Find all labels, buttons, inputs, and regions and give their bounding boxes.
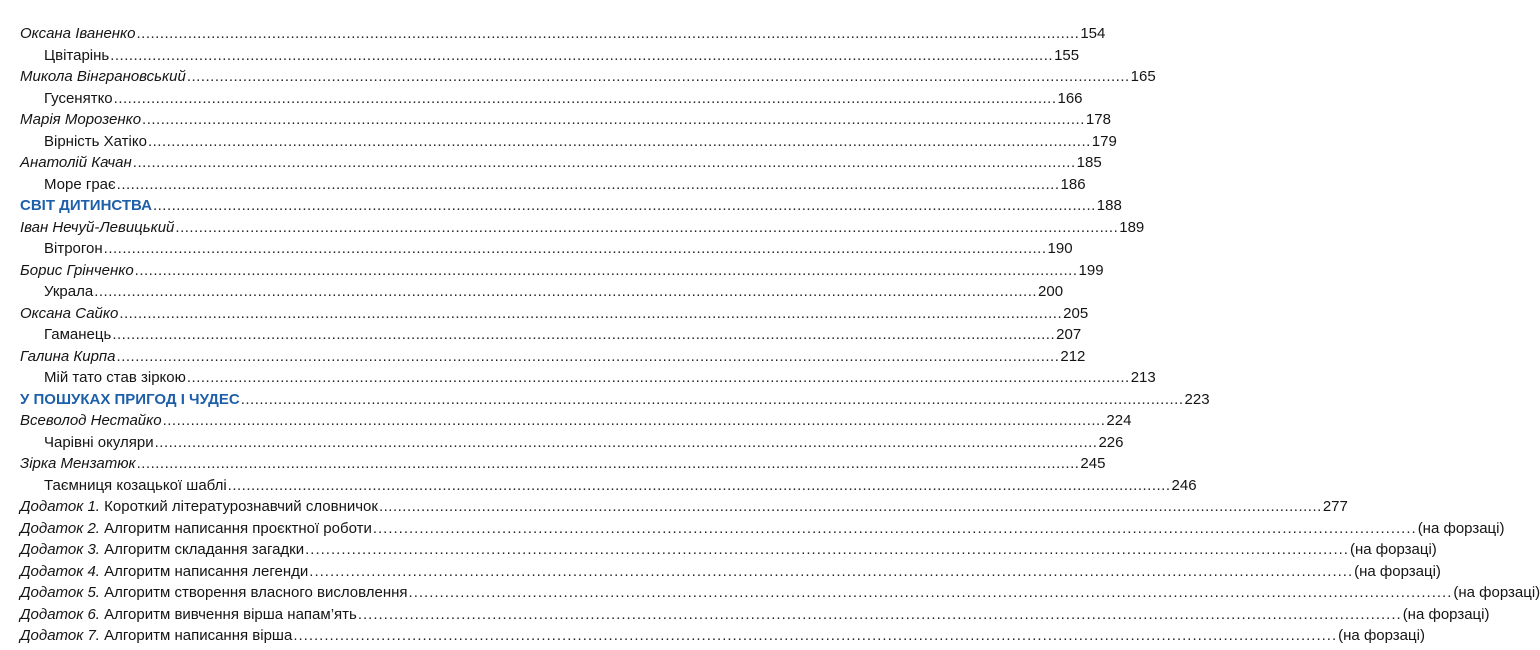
toc-entry-author[interactable] xyxy=(0,302,1089,323)
leader-dots xyxy=(132,154,1077,172)
author-name: Всеволод Нестайко xyxy=(20,412,162,429)
page-number: 277 xyxy=(1322,498,1348,515)
author-name: Оксана Сайко xyxy=(20,304,119,322)
leader-dots xyxy=(116,348,1061,366)
page-number: 199 xyxy=(1078,261,1104,279)
page-number: 212 xyxy=(1060,347,1086,365)
toc-section-heading[interactable] xyxy=(0,388,1210,409)
page-number: 188 xyxy=(1096,197,1122,214)
work-title: Гусенятко xyxy=(44,89,113,107)
leader-dots xyxy=(135,25,1080,43)
toc-entry-author[interactable] xyxy=(0,108,1111,129)
toc-entry-work[interactable] xyxy=(0,431,1124,452)
toc-entry-work[interactable] xyxy=(0,130,1117,151)
leader-dots xyxy=(147,133,1092,151)
toc-entry-author[interactable] xyxy=(0,22,1106,43)
work-title: Вітрогон xyxy=(44,240,103,257)
section-title: СВІТ ДИТИНСТВА xyxy=(20,197,152,214)
work-title: Море грає xyxy=(44,175,116,193)
author-name: Анатолій Качан xyxy=(20,154,132,171)
leader-dots xyxy=(103,240,1048,258)
leader-dots xyxy=(93,283,1038,301)
appendix-title: Короткий літературознавчий словничок xyxy=(104,498,378,515)
page-number: 179 xyxy=(1091,132,1117,150)
toc-entry-author[interactable] xyxy=(0,216,1145,237)
appendix-label: Додаток 2. xyxy=(20,519,100,537)
leader-dots xyxy=(186,369,1131,387)
appendix-label: Додаток 1. xyxy=(20,498,100,515)
page-number: 166 xyxy=(1057,89,1083,107)
work-title: Таємниця козацької шаблі xyxy=(44,476,227,494)
author-name: Оксана Іваненко xyxy=(20,25,136,42)
appendix-label: Додаток 7. xyxy=(20,627,100,644)
toc-entry-author[interactable] xyxy=(0,409,1132,430)
toc-appendix[interactable] xyxy=(0,517,1505,538)
leader-dots xyxy=(186,68,1131,86)
appendix-title: Алгоритм написання легенди xyxy=(104,562,309,580)
page-number: 246 xyxy=(1171,476,1197,494)
toc-appendix[interactable] xyxy=(0,560,1441,581)
page-number: 224 xyxy=(1106,412,1132,429)
author-name: Марія Морозенко xyxy=(20,111,142,128)
leader-dots xyxy=(304,541,1350,559)
leader-dots xyxy=(378,498,1323,516)
page-number: 223 xyxy=(1184,390,1210,408)
appendix-title: Алгоритм створення власного висловлення xyxy=(104,584,408,601)
work-title: Гаманець xyxy=(44,326,112,343)
page-number: 178 xyxy=(1085,111,1111,128)
appendix-title: Алгоритм вивчення вірша напам’ять xyxy=(104,605,357,623)
leader-dots xyxy=(109,47,1054,65)
page-number: 200 xyxy=(1038,283,1064,300)
author-name: Микола Вінграновський xyxy=(20,68,186,85)
author-name: Борис Грінченко xyxy=(20,261,134,279)
leader-dots xyxy=(408,584,1454,602)
leader-dots xyxy=(141,111,1086,129)
work-title: Цвітарінь xyxy=(44,46,110,64)
appendix-label: Додаток 6. xyxy=(20,605,100,623)
toc-entry-work[interactable] xyxy=(0,474,1197,495)
page-number: 189 xyxy=(1119,218,1145,236)
leader-dots xyxy=(292,627,1338,645)
appendix-title: Алгоритм складання загадки xyxy=(104,541,305,558)
toc-entry-work[interactable] xyxy=(0,237,1073,258)
page-number: 190 xyxy=(1047,240,1073,257)
author-name: Зірка Мензатюк xyxy=(20,455,136,472)
page-number: 186 xyxy=(1060,175,1086,193)
leader-dots xyxy=(152,197,1097,215)
author-name: Іван Нечуй-Левицький xyxy=(20,218,175,236)
appendix-label: Додаток 4. xyxy=(20,562,100,580)
page-number: 245 xyxy=(1080,455,1106,472)
author-name: Галина Кирпа xyxy=(20,347,116,365)
page-number: 205 xyxy=(1063,304,1089,322)
toc-entry-author[interactable] xyxy=(0,65,1156,86)
toc-section-heading[interactable] xyxy=(0,194,1122,215)
toc-appendix[interactable] xyxy=(0,538,1437,559)
page-reference: (на форзаці) xyxy=(1417,519,1505,537)
page-reference: (на форзаці) xyxy=(1349,541,1437,558)
leader-dots xyxy=(357,606,1403,624)
toc-entry-work[interactable] xyxy=(0,173,1086,194)
toc-entry-author[interactable] xyxy=(0,345,1086,366)
work-title: Вірність Хатіко xyxy=(44,132,147,150)
page-number: 213 xyxy=(1130,369,1156,386)
work-title: Мій тато став зіркою xyxy=(44,369,186,386)
toc-entry-work[interactable] xyxy=(0,44,1080,65)
leader-dots xyxy=(116,176,1061,194)
toc-entry-work[interactable] xyxy=(0,87,1083,108)
section-title: У ПОШУКАХ ПРИГОД І ЧУДЕС xyxy=(20,390,240,408)
toc-appendix[interactable] xyxy=(0,495,1348,516)
page-number: 185 xyxy=(1076,154,1102,171)
page-number: 226 xyxy=(1098,433,1124,451)
page-reference: (на форзаці) xyxy=(1338,627,1425,644)
page-number: 154 xyxy=(1080,25,1106,42)
toc-appendix[interactable] xyxy=(0,603,1490,624)
leader-dots xyxy=(134,262,1079,280)
toc-entry-author[interactable] xyxy=(0,452,1106,473)
leader-dots xyxy=(227,477,1172,495)
toc-entry-author[interactable] xyxy=(0,151,1102,172)
page-number: 165 xyxy=(1130,68,1156,85)
work-title: Украла xyxy=(44,283,94,300)
toc-entry-work[interactable] xyxy=(0,323,1082,344)
leader-dots xyxy=(113,90,1058,108)
leader-dots xyxy=(162,412,1107,430)
page-reference: (на форзаці) xyxy=(1402,605,1490,623)
appendix-title: Алгоритм написання проєктної роботи xyxy=(104,519,372,537)
leader-dots xyxy=(372,520,1418,538)
page-reference: (на форзаці) xyxy=(1453,584,1540,601)
appendix-label: Додаток 3. xyxy=(20,541,100,558)
leader-dots xyxy=(136,455,1081,473)
toc-appendix[interactable] xyxy=(0,624,1425,645)
page-number: 155 xyxy=(1054,46,1080,64)
leader-dots xyxy=(118,305,1063,323)
leader-dots xyxy=(240,391,1185,409)
toc-entry-author[interactable] xyxy=(0,259,1104,280)
appendix-label: Додаток 5. xyxy=(20,584,100,601)
leader-dots xyxy=(154,434,1099,452)
page-reference: (на форзаці) xyxy=(1354,562,1441,580)
toc-entry-work[interactable] xyxy=(0,366,1156,387)
toc-appendix[interactable] xyxy=(0,581,1540,602)
leader-dots xyxy=(308,563,1354,581)
leader-dots xyxy=(111,326,1056,344)
page-number: 207 xyxy=(1056,326,1082,343)
leader-dots xyxy=(174,219,1119,237)
toc-entry-work[interactable] xyxy=(0,280,1064,301)
work-title: Чарівні окуляри xyxy=(44,433,154,451)
appendix-title: Алгоритм написання вірша xyxy=(104,627,293,644)
